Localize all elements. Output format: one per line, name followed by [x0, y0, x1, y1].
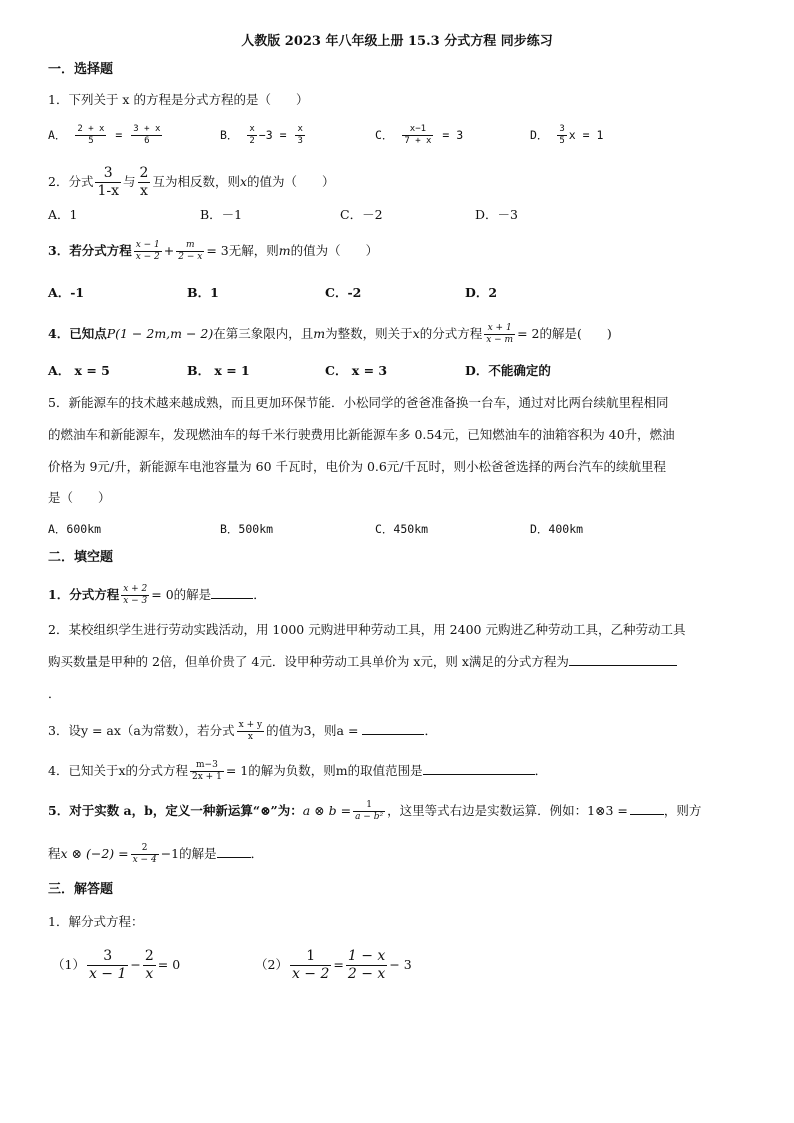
section-heading-solve: 三．解答题: [48, 882, 114, 897]
q4-option-d: D．不能确定的: [465, 363, 551, 378]
question-5-line-3: 价格为 9元/升，新能源车电池容量为 60 千瓦时，电价为 0.6元/千瓦时，则小松爸爸选择的两台汽车的续航里程: [48, 459, 667, 474]
fill-question-2-line-1: 2．某校组织学生进行劳动实践活动，用 1000 元购进甲种劳动工具，用 2400 元购进乙种劳动工具，乙种劳动工具: [48, 622, 686, 637]
fill-question-2-line-3: ．: [48, 686, 61, 701]
fill-question-1: 1．分式方程 $\frac{x + 2}{x - 3}$ = 0的解是 ．: [48, 584, 266, 606]
fill-question-5-line-1: 5．对于实数 a，b，定义一种新运算“⊗”为：a ⊗ b = $\frac{1}{\text{a − b²}}$ ，这里等式右边是实数运算．例如：1⊗3 = ，则方: [48, 800, 702, 822]
q1-option-a: A． $\frac{2 + x}{5}$ = $\frac{3 + x}{6}$: [48, 124, 161, 146]
question-4-stem: 4．已知点P(1 − 2m,m − 2)在第三象限内，且m为整数，则关于x的分式方程 $\frac{x + 1}{x - m}$ = 2的解是( ): [48, 323, 612, 345]
solve-question-1-part-1: （1） $\frac{3}{x - 1}$ − $\frac{2}{x}$ = 0: [52, 948, 181, 982]
q3-option-c: C．-2: [325, 285, 362, 300]
answer-blank[interactable]: [217, 845, 251, 858]
fill-question-3: 3．设y = ax（a为常数），若分式 $\frac{x + y}{x}$ 的值为3，则a = ．: [48, 720, 437, 742]
q5-option-d: D．400km: [530, 522, 584, 536]
q5-option-c: C．450km: [375, 522, 429, 536]
q4-option-a: A． x = 5: [48, 363, 110, 378]
section-heading-choice: 一．选择题: [48, 62, 114, 77]
question-5-line-2: 的燃油车和新能源车，发现燃油车的每千米行驶费用比新能源车多 0.54元，已知燃油车的油箱容积为 40升，燃油: [48, 427, 675, 442]
fill-question-5-line-2: 程x ⊗ (−2) = $\frac{2}{x - 4}$ −1的解是 ．: [48, 843, 264, 865]
fill-question-2-line-2: 购买数量是甲种的 2倍，但单价贵了 4元．设甲种劳动工具单价为 x元，则 x满足的分式方程为: [48, 652, 677, 672]
q2-option-b: B．－1: [200, 207, 243, 222]
answer-blank[interactable]: [211, 586, 253, 599]
q4-option-b: B． x = 1: [187, 363, 250, 378]
question-3-stem: 3．若分式方程 $\frac{x - 1}{x - 2}$ + $\frac{m}{2 - x}$ = 3无解，则m的值为（ ）: [48, 240, 379, 262]
q2-option-d: D．－3: [475, 207, 518, 222]
answer-blank[interactable]: [569, 653, 677, 666]
question-1-stem: 1．下列关于 x 的方程是分式方程的是（ ）: [48, 92, 309, 107]
section-heading-fill: 二．填空题: [48, 550, 114, 565]
page-title: 人教版 2023 年八年级上册 15.3 分式方程 同步练习: [241, 34, 553, 49]
q2-option-c: C．－2: [340, 207, 383, 222]
answer-blank[interactable]: [423, 762, 535, 775]
solve-question-1-part-2: （2） $\frac{1}{x - 2}$ = $\frac{1 - x}{2 - x}$ − 3: [255, 948, 412, 982]
q5-option-a: A．600km: [48, 522, 102, 536]
question-2-stem: 2．分式 $\frac{3}{1-x}$ 与 $\frac{2}{x}$ 互为相反数，则x的值为（ ）: [48, 165, 335, 199]
q3-option-b: B．1: [187, 285, 219, 300]
q5-option-b: B．500km: [220, 522, 274, 536]
q1-option-d: D． $\frac{3}{5}$ x = 1: [530, 124, 604, 146]
solve-question-1-stem: 1．解分式方程：: [48, 914, 144, 929]
q1-option-b: B． $\frac{x}{2}$ −3 = $\frac{x}{3}$: [220, 124, 303, 146]
q4-option-c: C． x = 3: [325, 363, 388, 378]
answer-blank[interactable]: [362, 722, 424, 735]
question-5-line-4: 是（ ）: [48, 490, 111, 505]
q2-option-a: A．1: [48, 207, 78, 222]
q3-option-d: D．2: [465, 285, 498, 300]
answer-blank[interactable]: [630, 802, 664, 815]
question-5-line-1: 5．新能源车的技术越来越成熟，而且更加环保节能．小松同学的爸爸准备换一台车，通过对比两台续航里程相同: [48, 395, 669, 410]
q3-option-a: A．-1: [48, 285, 85, 300]
fill-question-4: 4．已知关于x的分式方程 $\frac{m-3}{2x + 1}$ = 1的解为负数，则m的取值范围是 ．: [48, 760, 548, 782]
q1-option-c: C． $\frac{x-1}{7 + x}$ = 3: [375, 124, 464, 146]
